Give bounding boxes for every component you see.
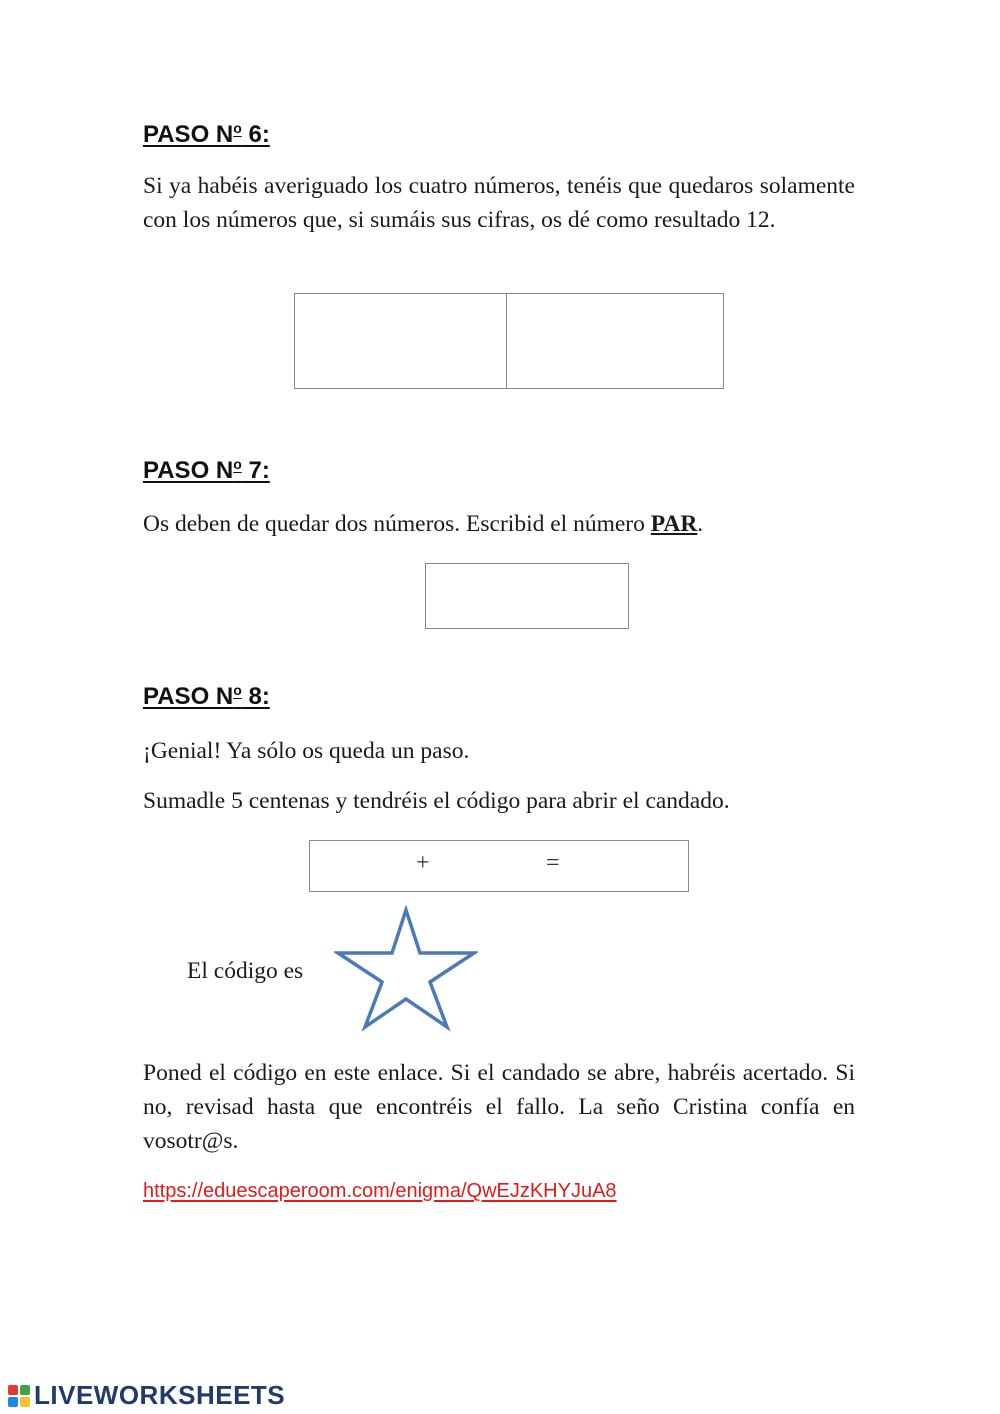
- closing-instructions: Poned el código en este enlace. Si el candado se abre, habréis acertado. Si no, revisad hasta que encontréis el fallo. La seño Cristina confía en vosotr@s.: [143, 1060, 855, 1154]
- step7-instructions: Os deben de quedar dos números. Escribid el número PAR.: [143, 511, 704, 537]
- sum-equation-box[interactable]: [309, 840, 689, 892]
- step8-line2: Sumadle 5 centenas y tendréis el código para abrir el candado.: [143, 788, 730, 814]
- step6-box-divider: [506, 294, 507, 388]
- logo-squares-icon: [8, 1385, 30, 1407]
- equals-sign: =: [546, 850, 560, 876]
- star-shape: [338, 910, 474, 1027]
- even-number-emphasis: PAR: [650, 511, 698, 537]
- step8-line1: ¡Genial! Ya sólo os queda un paso.: [143, 738, 470, 764]
- step8-heading: PASO $N^o$ 8:: [143, 682, 270, 710]
- step7-heading: PASO $N^o$ 7:: [143, 456, 270, 484]
- brand-name: LIVEWORKSHEETS: [34, 1380, 286, 1410]
- step6-answer-boxes[interactable]: [294, 293, 724, 389]
- code-label: El código es: [187, 958, 304, 984]
- star-icon[interactable]: [334, 905, 478, 1033]
- liveworksheets-logo: [8, 1380, 285, 1411]
- escape-room-link[interactable]: https://eduescaperoom.com/enigma/QwEJzKHYJuA8: [143, 1180, 617, 1202]
- step7-answer-box[interactable]: [425, 563, 629, 629]
- step6-instructions: Si ya habéis averiguado los cuatro números, tenéis que quedaros solamente con los números que, si sumáis sus cifras, os dé como resultado 12.: [143, 173, 855, 233]
- step6-heading: PASO $N^o$ 6:: [143, 120, 270, 148]
- plus-sign: +: [416, 850, 430, 876]
